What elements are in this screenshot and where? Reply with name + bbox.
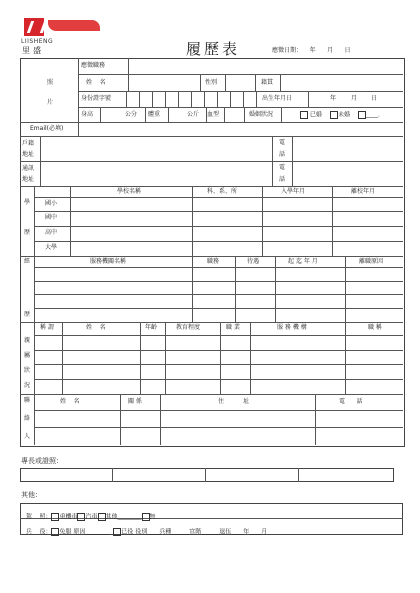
education-side-1: 學: [24, 199, 31, 206]
logo-ribbon: [48, 20, 100, 31]
blood-label: 血型: [207, 111, 220, 118]
birth-label: 出生年月日: [262, 95, 293, 102]
license-heavy-label: 重機車: [59, 513, 78, 521]
gender-input[interactable]: [227, 76, 253, 90]
military-service-detail: 役別____兵種______官階______退伍____年____月: [135, 528, 268, 536]
birth-date-input[interactable]: [310, 92, 400, 106]
military-label: 兵 役：: [25, 528, 52, 536]
household-label-2: 地址: [22, 151, 35, 158]
marital-other-checkbox[interactable]: [358, 111, 366, 119]
contact-side-3: 人: [24, 433, 31, 440]
military-exempt-reason: 原因________: [73, 528, 110, 536]
birth-day: 日: [371, 95, 378, 102]
family-side-2: 屬: [24, 352, 31, 359]
mailing-phone-input[interactable]: [294, 163, 400, 185]
family-header-title: 職 稱: [368, 324, 382, 331]
photo-label-2: 片: [47, 99, 54, 106]
photo-label-1: 照: [47, 79, 54, 86]
family-header-occupation: 職 業: [226, 324, 240, 331]
page-title: 履歷表: [186, 40, 241, 58]
skill-input-2[interactable]: [114, 469, 204, 480]
apply-date-field[interactable]: 應徵日期： 年 月 日: [272, 47, 351, 54]
skills-label: 專長或證照：: [21, 457, 63, 465]
edu-level-elementary: 國小: [45, 200, 58, 207]
origin-label: 籍貫: [261, 79, 274, 86]
contact-side-2: 絡: [24, 415, 31, 422]
experience-side-1: 經: [24, 258, 31, 265]
contact-header-address: 住 址: [218, 398, 250, 405]
license-other-checkbox[interactable]: [98, 513, 106, 521]
exp-header-position: 職務: [207, 258, 220, 265]
married-option[interactable]: [300, 111, 322, 119]
family-header-employer: 服 務 機 構: [277, 324, 307, 331]
education-side-2: 歷: [24, 229, 31, 236]
exp-header-company: 服務機關名稱: [90, 258, 127, 265]
household-phone-input[interactable]: [294, 138, 400, 160]
family-header-age: 年齡: [145, 324, 158, 331]
married-checkbox[interactable]: [300, 111, 308, 119]
family-side-1: 親: [24, 337, 31, 344]
weight-unit: 公斤: [187, 111, 200, 118]
edu-level-junior: 國中: [45, 214, 58, 221]
edu-level-senior: 高中: [45, 229, 58, 236]
military-exempt-label: 免服: [59, 528, 72, 536]
skill-input-3[interactable]: [207, 469, 297, 480]
skill-input-1[interactable]: [21, 469, 111, 480]
phone-label-1b: 話: [279, 151, 286, 158]
edu-header-school: 學校名稱: [117, 188, 142, 195]
exp-header-reason: 離職原因: [359, 258, 384, 265]
license-car-label: 汽車: [85, 513, 98, 521]
marital-other-blank: ____.: [366, 111, 380, 119]
logo-english-text: LIISHENG: [21, 38, 54, 45]
mail-label-1: 通訊: [22, 165, 35, 172]
contact-header-relation: 關 係: [128, 398, 142, 405]
family-header-name: 姓 名: [86, 324, 106, 331]
email-label: Email(必填): [30, 125, 64, 132]
marital-other-option[interactable]: [358, 111, 380, 119]
logo-slash-shape: [27, 21, 47, 33]
weight-label: 體重: [148, 111, 161, 118]
name-input[interactable]: [130, 76, 198, 90]
license-none-label: 無: [149, 513, 156, 521]
edu-level-university: 大學: [45, 244, 58, 251]
phone-label-2a: 電: [279, 164, 286, 171]
military-row: [22, 522, 267, 536]
edu-header-enroll: 入學年月: [281, 188, 306, 195]
family-side-3: 狀: [24, 367, 31, 374]
experience-side-2: 歷: [24, 311, 31, 318]
license-other-label: 其他: [105, 513, 118, 521]
married-label: 已婚: [309, 111, 322, 119]
origin-input[interactable]: [282, 76, 400, 90]
skill-input-4[interactable]: [300, 469, 390, 480]
single-option[interactable]: [330, 111, 350, 119]
household-label-1: 戶籍: [22, 140, 35, 147]
contact-header-phone: 電 話: [339, 398, 363, 405]
height-unit: 公分: [125, 111, 138, 118]
license-row: [22, 507, 156, 521]
gender-label: 性別: [205, 79, 218, 86]
mail-label-2: 地址: [22, 176, 35, 183]
single-checkbox[interactable]: [330, 111, 338, 119]
military-served-label: 已役: [121, 528, 134, 536]
contact-side-1: 聯: [24, 397, 31, 404]
exp-header-salary: 待遇: [247, 258, 260, 265]
family-header-education: 教育程度: [176, 324, 201, 331]
birth-year: 年: [330, 95, 337, 102]
family-side-4: 況: [24, 382, 31, 389]
household-address-input[interactable]: [42, 138, 270, 160]
license-other-blank: ________: [117, 513, 142, 521]
edu-header-leave: 離校年月: [351, 188, 376, 195]
exp-header-period: 起 迄 年 月: [288, 258, 318, 265]
marital-label: 婚姻狀況: [249, 111, 274, 118]
phone-label-2b: 話: [279, 176, 286, 183]
mailing-address-input[interactable]: [42, 163, 270, 185]
name-label: 姓 名: [86, 79, 106, 86]
id-label: 身份證字號: [81, 95, 112, 102]
edu-header-department: 科、系、所: [207, 188, 238, 195]
height-label: 身高: [81, 111, 94, 118]
id-number-input[interactable]: [127, 92, 255, 106]
license-label: 駕 照：: [25, 513, 52, 521]
birth-month: 月: [351, 95, 358, 102]
others-label: 其他：: [21, 491, 42, 499]
position-label: 應徵職務: [81, 62, 106, 69]
family-header-relation: 稱 謂: [40, 324, 54, 331]
contact-header-name: 姓 名: [60, 398, 80, 405]
phone-label-1a: 電: [279, 139, 286, 146]
position-input[interactable]: [130, 60, 400, 73]
license-none-checkbox[interactable]: [142, 513, 150, 521]
logo-chinese-text: 里盛: [22, 46, 44, 55]
single-label: 未婚: [338, 111, 351, 119]
email-input[interactable]: [78, 124, 400, 135]
